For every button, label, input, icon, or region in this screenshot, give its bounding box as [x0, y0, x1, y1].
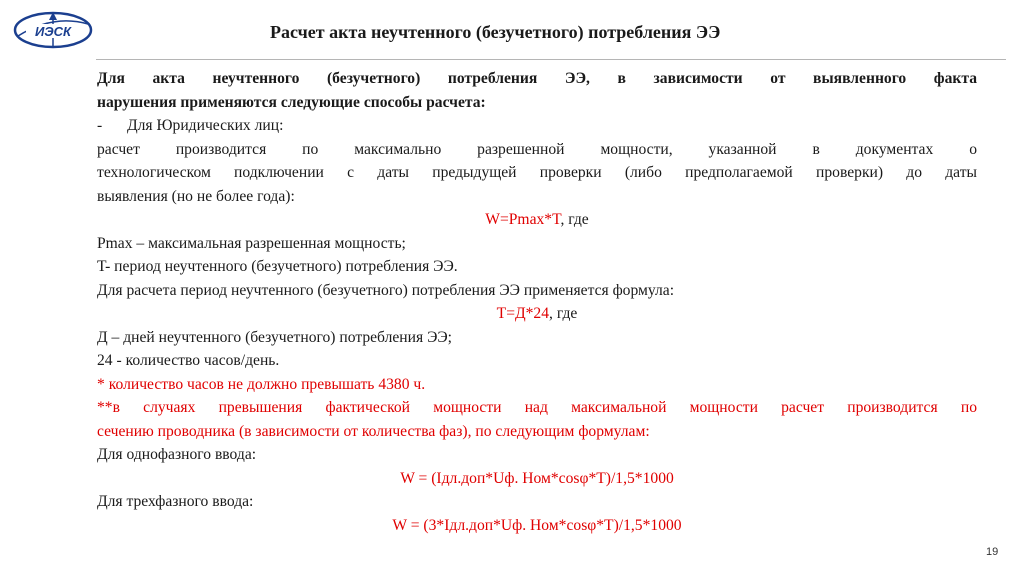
page-number: 19: [986, 546, 999, 558]
formula-t-expression: T=Д*24: [496, 305, 550, 322]
formula-w-expression: W=Pmax*T: [485, 211, 561, 228]
def-pmax: Pmax – максимальная разрешенная мощность;: [97, 234, 406, 252]
slide-body: [97, 67, 977, 537]
def-t: T- период неучтенного (безучетного) потребления ЭЭ.: [97, 258, 458, 275]
formula-t: [97, 302, 977, 326]
header-divider: [96, 59, 1006, 60]
formula-w-suffix: , где: [560, 211, 589, 228]
note-excess-line-2: сечению проводника (в зависимости от количества фаз), по следующим формулам:: [97, 422, 650, 440]
formula-t-suffix: , где: [549, 305, 578, 322]
calc-line-1: расчет производится по максимально разрешенной мощности, указанной в документах о: [97, 140, 977, 158]
def-24: 24 - количество часов/день.: [97, 352, 280, 369]
period-intro: Для расчета период неучтенного (безучетного) потребления ЭЭ применяется формула:: [97, 281, 675, 299]
def-d: Д – дней неучтенного (безучетного) потребления ЭЭ;: [97, 328, 452, 346]
formula-three-phase: W = (3*Iдл.доп*Uф. Ном*cosφ*T)/1,5*1000: [392, 516, 682, 534]
legal-entities-label: Для Юридических лиц:: [127, 117, 284, 134]
calc-line-3: выявления (но не более года):: [97, 187, 295, 205]
intro-line-2: нарушения применяются следующие способы расчета:: [97, 93, 486, 111]
formula-w: [97, 208, 977, 232]
slide-header: [0, 0, 1024, 70]
three-phase-label: Для трехфазного ввода:: [97, 493, 254, 510]
single-phase-label: Для однофазного ввода:: [97, 446, 257, 463]
legal-entities-item: [97, 114, 977, 138]
calc-line-2: технологическом подключении с даты предыдущей проверки (либо предполагаемой проверки) до даты: [97, 164, 977, 181]
iesk-logo-icon: [12, 10, 94, 50]
page-title: Расчет акта неучтенного (безучетного) потребления ЭЭ: [270, 22, 721, 42]
intro-line-1: Для акта неучтенного (безучетного) потребления ЭЭ, в зависимости от выявленного факта: [97, 70, 977, 87]
note-excess-line-1: **в случаях превышения фактической мощности над максимальной мощности расчет производится по: [97, 399, 977, 416]
formula-single-phase: W = (Iдл.доп*Uф. Ном*cosφ*T)/1,5*1000: [400, 469, 674, 487]
list-dash: -: [97, 117, 103, 134]
note-hours-limit: * количество часов не должно превышать 4380 ч.: [97, 375, 426, 393]
logo-text: ИЭСК: [34, 24, 72, 39]
